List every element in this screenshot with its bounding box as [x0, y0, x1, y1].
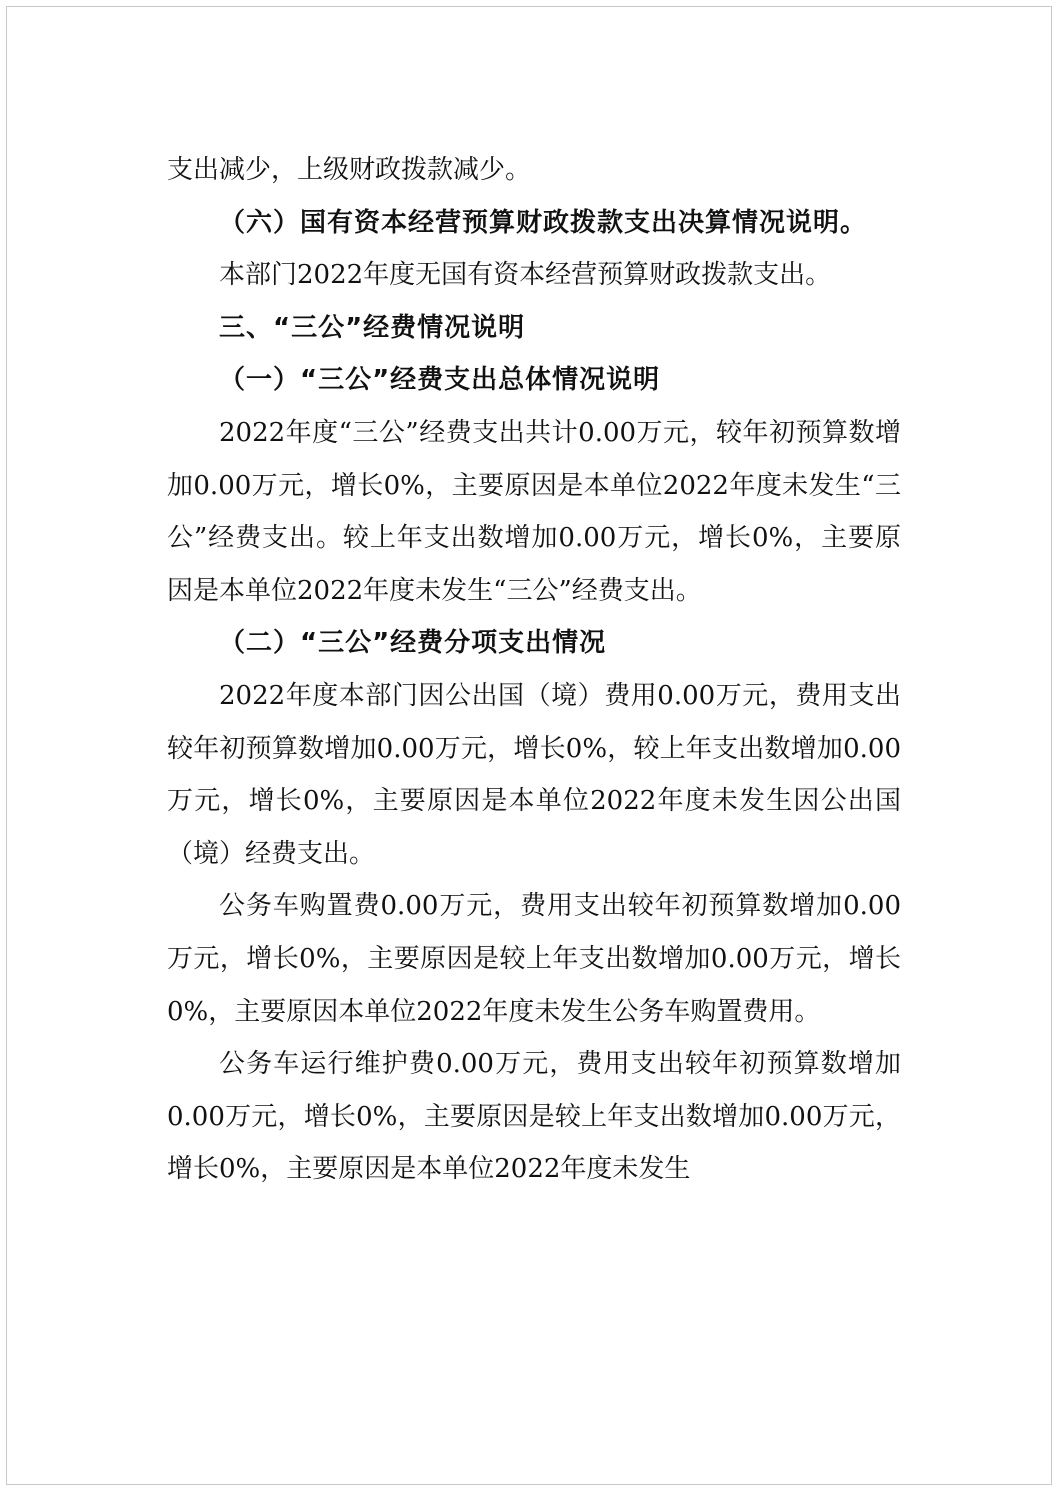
section-heading-three: 三、“三公”经费情况说明 [219, 312, 526, 343]
document-page [6, 6, 1052, 1485]
paragraph-state-capital: 本部门2022年度无国有资本经营预算财政拨款支出。 [219, 260, 832, 291]
paragraph-continuation: 支出减少，上级财政拨款减少。 [167, 155, 532, 185]
subsection-heading-two: （二）“三公”经费分项支出情况 [219, 628, 607, 659]
paragraph-vehicle-maintenance: 公务车运行维护费0.00万元，费用支出较年初预算数增加0.00万元，增长0%，主要原因是较上年支出数增加0.00万元，增长0%，主要原因是本单位2022年度未发生 [167, 1049, 901, 1185]
section-heading-six: （六）国有资本经营预算财政拨款支出决算情况说明。 [219, 207, 868, 238]
paragraph-total-expenses: 2022年度“三公”经费支出共计0.00万元，较年初预算数增加0.00万元，增长0%，主要原因是本单位2022年度未发生“三公”经费支出。较上年支出数增加0.00万元，增长0%，主要原因是本单位2022年度未发生“三公”经费支出。 [167, 417, 901, 606]
paragraph-vehicle-purchase: 公务车购置费0.00万元，费用支出较年初预算数增加0.00万元，增长0%，主要原因是较上年支出数增加0.00万元，增长0%，主要原因本单位2022年度未发生公务车购置费用。 [167, 891, 901, 1027]
paragraph-overseas-travel: 2022年度本部门因公出国（境）费用0.00万元，费用支出较年初预算数增加0.00万元，增长0%，较上年支出数增加0.00万元，增长0%，主要原因是本单位2022年度未发生因公出国（境）经费支出。 [167, 680, 901, 869]
subsection-heading-one: （一）“三公”经费支出总体情况说明 [219, 365, 661, 396]
document-body [167, 144, 901, 1196]
